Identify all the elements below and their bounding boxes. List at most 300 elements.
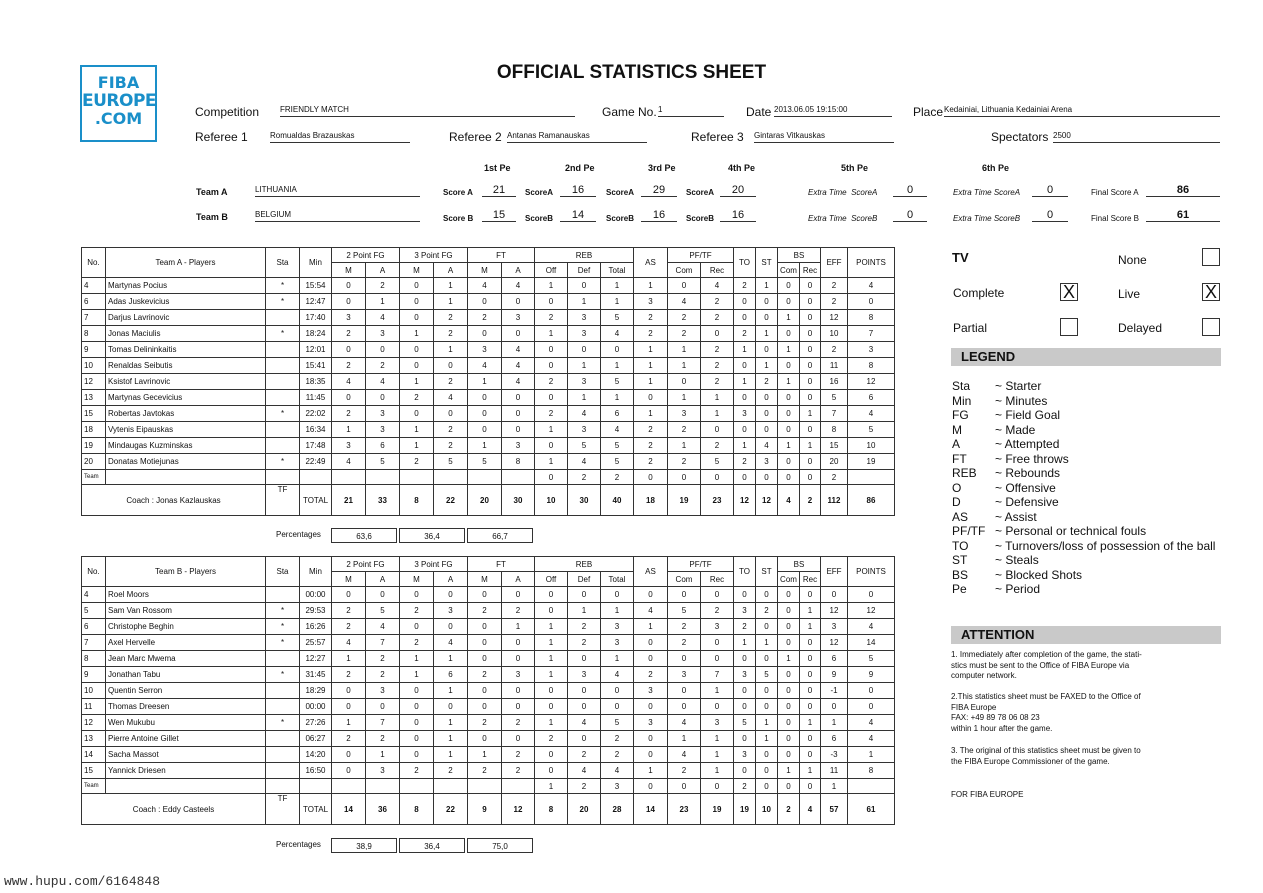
legend-desc: ~ Turnovers/loss of possession of the ball xyxy=(995,538,1216,553)
stat-cell: * xyxy=(266,406,300,422)
stat-cell: 2 xyxy=(701,374,734,390)
stat-cell: 4 xyxy=(848,278,895,294)
stat-cell: 1 xyxy=(800,715,821,731)
stat-cell: 0 xyxy=(756,651,778,667)
legend-key: D xyxy=(952,495,961,509)
stat-cell: 0 xyxy=(756,390,778,406)
player-row xyxy=(82,619,895,635)
team-stat-cell: 2 xyxy=(568,470,601,485)
stat-cell: 0 xyxy=(468,619,502,635)
subcol-3pt-att: A xyxy=(434,572,468,587)
team-row xyxy=(82,779,895,794)
player-row xyxy=(82,603,895,619)
stat-cell: 0 xyxy=(332,294,366,310)
tv-partial-checkbox[interactable] xyxy=(1060,318,1078,336)
stat-cell: 0 xyxy=(568,651,601,667)
final-score-b: 61 xyxy=(1146,209,1220,222)
spectators-value: 2500 xyxy=(1053,130,1220,143)
stat-cell: 20 xyxy=(821,454,848,470)
stat-cell: 0 xyxy=(400,294,434,310)
stat-cell: 8 xyxy=(502,454,535,470)
col-to: TO xyxy=(734,557,756,587)
stat-cell xyxy=(266,310,300,326)
stat-cell: 3 xyxy=(734,406,756,422)
stat-cell: 1 xyxy=(734,635,756,651)
stat-cell: 0 xyxy=(332,699,366,715)
stat-cell: 1 xyxy=(701,763,734,779)
stat-cell: 2 xyxy=(821,278,848,294)
stat-cell: 1 xyxy=(535,278,568,294)
stat-cell: 2 xyxy=(668,635,701,651)
stat-cell: 2 xyxy=(468,667,502,683)
stat-cell: 1 xyxy=(778,763,800,779)
stat-cell xyxy=(266,763,300,779)
legend-key: A xyxy=(952,437,961,451)
total-cell: 12 xyxy=(756,485,778,516)
total-cell: 61 xyxy=(848,794,895,825)
attention-line: 1. Immediately after completion of the game, the stati- xyxy=(951,650,1142,659)
team-stat-cell xyxy=(106,779,266,794)
stat-cell: 1 xyxy=(332,715,366,731)
total-cell: 10 xyxy=(756,794,778,825)
col-no: No. xyxy=(82,248,106,278)
attention-paragraph-1 xyxy=(951,650,1191,682)
stat-cell: 12 xyxy=(82,715,106,731)
stat-cell: 1 xyxy=(634,358,668,374)
legend-desc: ~ Personal or technical fouls xyxy=(995,524,1147,538)
extra-time-label: Extra Time xyxy=(953,188,992,197)
stat-cell: 0 xyxy=(800,326,821,342)
legend-key: Min xyxy=(952,393,972,408)
col-no: No. xyxy=(82,557,106,587)
stat-cell: 1 xyxy=(778,310,800,326)
stat-cell: 0 xyxy=(434,406,468,422)
stat-cell: 3 xyxy=(568,422,601,438)
player-name: Pierre Antoine Gillet xyxy=(106,731,266,747)
player-row xyxy=(82,294,895,310)
stat-cell: 2 xyxy=(701,310,734,326)
total-cell: 20 xyxy=(568,794,601,825)
total-cell: 9 xyxy=(468,794,502,825)
stat-cell: * xyxy=(266,454,300,470)
subcol-pf-rec: Rec xyxy=(701,263,734,278)
stat-cell: 1 xyxy=(778,342,800,358)
legend-item xyxy=(952,582,1215,597)
stat-cell: 5 xyxy=(848,651,895,667)
legend-key: BS xyxy=(952,567,969,582)
team-stat-cell: 0 xyxy=(800,470,821,485)
stat-cell: 2 xyxy=(332,406,366,422)
stat-cell: 1 xyxy=(800,763,821,779)
stat-cell: 0 xyxy=(756,342,778,358)
stat-cell: 0 xyxy=(734,358,756,374)
stat-cell: 0 xyxy=(568,699,601,715)
logo-line-3: .COM xyxy=(94,109,143,128)
stat-cell: 2 xyxy=(400,390,434,406)
stat-cell: 11 xyxy=(821,763,848,779)
final-score-a: 86 xyxy=(1146,184,1220,197)
stat-cell: 0 xyxy=(800,667,821,683)
stat-cell: 0 xyxy=(568,278,601,294)
watermark: www.hupu.com/6164848 xyxy=(4,874,161,889)
stat-cell: 2 xyxy=(601,731,634,747)
stat-cell: 0 xyxy=(734,422,756,438)
stat-cell: 0 xyxy=(366,390,400,406)
team-stat-cell xyxy=(502,779,535,794)
scorea-label: ScoreA xyxy=(993,188,1021,197)
stat-cell: 0 xyxy=(756,747,778,763)
stat-cell: 3 xyxy=(734,747,756,763)
stat-cell: 2 xyxy=(434,326,468,342)
stat-cell: 1 xyxy=(332,651,366,667)
stat-cell: 5 xyxy=(434,454,468,470)
stat-cell: 4 xyxy=(848,715,895,731)
stat-cell: 12:27 xyxy=(300,651,332,667)
stat-cell xyxy=(266,747,300,763)
player-name: Jonas Maciulis xyxy=(106,326,266,342)
subcol-ft-made: M xyxy=(468,572,502,587)
stat-cell: 1 xyxy=(668,342,701,358)
stat-cell: 11 xyxy=(821,358,848,374)
player-name: Tomas Delininkaitis xyxy=(106,342,266,358)
stat-cell: 4 xyxy=(502,358,535,374)
score-b-label-3: ScoreB xyxy=(606,214,635,223)
stat-cell: 8 xyxy=(82,651,106,667)
team-stat-cell xyxy=(434,470,468,485)
tv-complete-checkbox[interactable]: X xyxy=(1060,283,1078,301)
legend-desc: ~ Minutes xyxy=(995,393,1048,408)
extra-time-a-5-label xyxy=(808,188,877,197)
stat-cell: 2 xyxy=(734,326,756,342)
stat-cell: 10 xyxy=(821,326,848,342)
player-name: Jonathan Tabu xyxy=(106,667,266,683)
stat-cell: 4 xyxy=(502,342,535,358)
stat-cell: 1 xyxy=(800,619,821,635)
tv-live-checkbox[interactable]: X xyxy=(1202,283,1220,301)
stat-cell: 2 xyxy=(701,358,734,374)
stat-cell: 3 xyxy=(568,374,601,390)
stat-cell: 1 xyxy=(634,763,668,779)
total-cell: 10 xyxy=(535,485,568,516)
stat-cell: 7 xyxy=(366,635,400,651)
stat-cell: 5 xyxy=(756,667,778,683)
total-cell: 40 xyxy=(601,485,634,516)
place-value: Kedainiai, Lithuania Kedainiai Arena xyxy=(944,104,1220,117)
player-row xyxy=(82,731,895,747)
stat-cell: 4 xyxy=(366,374,400,390)
stat-cell: 4 xyxy=(848,406,895,422)
score-a-label-3: ScoreA xyxy=(606,188,635,197)
extra-time-label: Extra Time xyxy=(953,214,992,223)
legend-item xyxy=(952,568,1215,583)
total-cell: 86 xyxy=(848,485,895,516)
team-stat-cell xyxy=(366,779,400,794)
stat-cell: 4 xyxy=(668,747,701,763)
total-cell: 36 xyxy=(366,794,400,825)
player-row xyxy=(82,438,895,454)
subcol-ft-att: A xyxy=(502,572,535,587)
stat-cell: 2 xyxy=(468,715,502,731)
col-players: Team A - Players xyxy=(106,248,266,278)
logo-line-2: EUROPE xyxy=(82,91,157,111)
period-4-header: 4th Pe xyxy=(728,163,756,173)
subcol-3pt-made: M xyxy=(400,263,434,278)
stat-cell: 1 xyxy=(568,358,601,374)
total-cell: 8 xyxy=(400,485,434,516)
team-stat-cell: 0 xyxy=(634,779,668,794)
stat-cell: 4 xyxy=(82,278,106,294)
stat-cell: 0 xyxy=(756,310,778,326)
stat-cell: 0 xyxy=(634,731,668,747)
stat-cell: 2 xyxy=(701,294,734,310)
stat-cell: 2 xyxy=(332,667,366,683)
team-stat-cell xyxy=(266,779,300,794)
referee-1-value: Romualdas Brazauskas xyxy=(270,130,410,143)
player-name: Jean Marc Mwema xyxy=(106,651,266,667)
stat-cell: 1 xyxy=(701,747,734,763)
player-name: Christophe Beghin xyxy=(106,619,266,635)
stat-cell: 0 xyxy=(778,587,800,603)
stat-cell: 0 xyxy=(800,651,821,667)
stat-cell: 0 xyxy=(701,635,734,651)
stat-cell: 5 xyxy=(848,422,895,438)
stat-cell: 2 xyxy=(332,619,366,635)
stat-cell: 0 xyxy=(502,422,535,438)
stat-cell: 0 xyxy=(400,342,434,358)
stat-cell: 2 xyxy=(332,326,366,342)
scoreb-label: ScoreB xyxy=(993,214,1021,223)
stat-cell: 0 xyxy=(778,667,800,683)
player-name: Donatas Motiejunas xyxy=(106,454,266,470)
total-cell: 12 xyxy=(734,485,756,516)
stat-cell xyxy=(266,374,300,390)
player-row xyxy=(82,699,895,715)
referee-2-label: Referee 2 xyxy=(449,130,502,144)
stat-cell: 0 xyxy=(778,603,800,619)
stat-cell: 4 xyxy=(332,454,366,470)
stat-cell: 6 xyxy=(821,651,848,667)
stat-cell: 12 xyxy=(821,603,848,619)
stat-cell: 3 xyxy=(366,683,400,699)
score-a-label-4: ScoreA xyxy=(686,188,715,197)
team-stat-cell: 0 xyxy=(701,779,734,794)
stat-cell: 3 xyxy=(332,310,366,326)
legend-desc: ~ Period xyxy=(995,582,1041,596)
stat-cell: 2 xyxy=(634,422,668,438)
player-name: Wen Mukubu xyxy=(106,715,266,731)
player-row xyxy=(82,454,895,470)
stat-cell: 5 xyxy=(366,454,400,470)
col-pftf: PF/TF xyxy=(668,248,734,263)
col-reb: REB xyxy=(535,557,634,572)
stat-cell: 0 xyxy=(535,390,568,406)
stat-cell: * xyxy=(266,603,300,619)
stat-cell: 15:54 xyxy=(300,278,332,294)
player-row xyxy=(82,310,895,326)
tv-none-checkbox[interactable] xyxy=(1202,248,1220,266)
tf-cell: TF xyxy=(266,794,300,825)
player-name: Robertas Javtokas xyxy=(106,406,266,422)
percentages-label: Percentages xyxy=(276,840,321,849)
stat-cell: 1 xyxy=(756,731,778,747)
stat-cell: 0 xyxy=(535,358,568,374)
team-stat-cell: 0 xyxy=(778,779,800,794)
stat-cell: 1 xyxy=(668,358,701,374)
stat-cell: * xyxy=(266,619,300,635)
player-row xyxy=(82,667,895,683)
team-stat-cell xyxy=(332,779,366,794)
stat-cell: 0 xyxy=(821,587,848,603)
col-2pt-fg: 2 Point FG xyxy=(332,557,400,572)
stat-cell: 2 xyxy=(668,326,701,342)
stat-cell: 0 xyxy=(502,294,535,310)
percentages-label: Percentages xyxy=(276,530,321,539)
stat-cell: 17:40 xyxy=(300,310,332,326)
stat-cell: 11 xyxy=(82,699,106,715)
stat-cell: 0 xyxy=(734,587,756,603)
subcol-2pt-att: A xyxy=(366,263,400,278)
tv-complete-label: Complete xyxy=(953,286,1005,300)
col-ft: FT xyxy=(468,557,535,572)
stat-cell: 2 xyxy=(332,731,366,747)
stat-cell: 1 xyxy=(434,715,468,731)
stat-cell: 0 xyxy=(502,587,535,603)
stat-cell: 3 xyxy=(634,683,668,699)
stat-cell: 2 xyxy=(468,603,502,619)
stat-cell: 3 xyxy=(634,715,668,731)
stat-cell: 2 xyxy=(821,294,848,310)
player-name: Thomas Dreesen xyxy=(106,699,266,715)
team-stat-cell xyxy=(468,779,502,794)
stat-cell: 6 xyxy=(821,731,848,747)
stat-cell: 1 xyxy=(400,651,434,667)
stat-cell: 0 xyxy=(778,683,800,699)
stat-cell xyxy=(266,651,300,667)
stat-cell: 1 xyxy=(701,390,734,406)
stat-cell: 9 xyxy=(82,342,106,358)
col-2pt-fg: 2 Point FG xyxy=(332,248,400,263)
stat-cell: 4 xyxy=(502,278,535,294)
stat-cell: 3 xyxy=(366,326,400,342)
player-row xyxy=(82,374,895,390)
stat-cell: 2 xyxy=(734,619,756,635)
totals-row xyxy=(82,485,895,516)
stat-cell: 1 xyxy=(400,438,434,454)
stat-cell: 1 xyxy=(800,406,821,422)
stat-cell: 12 xyxy=(848,603,895,619)
stat-cell: 4 xyxy=(568,763,601,779)
stat-cell: 5 xyxy=(701,454,734,470)
total-cell: 57 xyxy=(821,794,848,825)
stat-cell: 22:02 xyxy=(300,406,332,422)
player-row xyxy=(82,651,895,667)
stat-cell: 4 xyxy=(568,454,601,470)
player-name: Roel Moors xyxy=(106,587,266,603)
pct-ft: 66,7 xyxy=(467,528,533,543)
stat-cell: 11:45 xyxy=(300,390,332,406)
stat-cell: 12:01 xyxy=(300,342,332,358)
stat-cell xyxy=(266,438,300,454)
score-b-ot6: 0 xyxy=(1032,209,1068,222)
total-label: TOTAL xyxy=(300,794,332,825)
total-cell: 2 xyxy=(778,794,800,825)
player-row xyxy=(82,326,895,342)
stat-cell: 0 xyxy=(734,310,756,326)
stat-cell: 0 xyxy=(502,406,535,422)
stat-cell: 1 xyxy=(535,619,568,635)
stat-cell: 0 xyxy=(778,731,800,747)
team-b-label: Team B xyxy=(196,212,228,222)
legend-desc: ~ Made xyxy=(995,422,1036,437)
stat-cell: 2 xyxy=(756,374,778,390)
team-stat-cell xyxy=(502,470,535,485)
stat-cell: 7 xyxy=(366,715,400,731)
stat-cell: 0 xyxy=(701,651,734,667)
total-cell: 33 xyxy=(366,485,400,516)
team-stat-cell: 2 xyxy=(601,470,634,485)
stat-cell: 0 xyxy=(668,587,701,603)
stat-cell: 0 xyxy=(800,374,821,390)
stat-cell: 0 xyxy=(568,731,601,747)
tv-live-label: Live xyxy=(1118,287,1141,301)
stat-cell: 4 xyxy=(601,422,634,438)
stat-cell: 0 xyxy=(468,731,502,747)
stat-cell: 2 xyxy=(332,358,366,374)
stat-cell: 0 xyxy=(634,587,668,603)
stat-cell: 5 xyxy=(568,438,601,454)
stat-cell: 5 xyxy=(601,438,634,454)
stat-cell: 2 xyxy=(502,603,535,619)
stat-cell: 3 xyxy=(366,422,400,438)
stat-cell: 06:27 xyxy=(300,731,332,747)
stat-cell: 3 xyxy=(668,406,701,422)
stat-cell: 1 xyxy=(756,715,778,731)
for-fiba-europe: FOR FIBA EUROPE xyxy=(951,790,1024,799)
stat-cell: 2 xyxy=(668,310,701,326)
tv-title: TV xyxy=(952,250,969,265)
stat-cell: 4 xyxy=(668,294,701,310)
coach-label: Coach : xyxy=(126,495,154,505)
stat-cell: 0 xyxy=(848,294,895,310)
tv-delayed-checkbox[interactable] xyxy=(1202,318,1220,336)
stat-cell: 2 xyxy=(434,438,468,454)
stat-cell: 0 xyxy=(778,635,800,651)
stat-cell: 1 xyxy=(434,651,468,667)
stat-cell: 0 xyxy=(634,651,668,667)
player-row xyxy=(82,763,895,779)
stat-cell: 13 xyxy=(82,390,106,406)
stat-cell: 0 xyxy=(400,715,434,731)
stat-cell: 2 xyxy=(434,422,468,438)
stat-cell: 1 xyxy=(756,358,778,374)
stat-cell: 0 xyxy=(634,390,668,406)
stat-cell: 18 xyxy=(82,422,106,438)
stat-cell: 0 xyxy=(468,422,502,438)
stat-cell: 1 xyxy=(634,374,668,390)
coach-cell xyxy=(82,794,266,825)
stat-cell: 2 xyxy=(535,374,568,390)
stat-cell: 0 xyxy=(756,763,778,779)
stat-cell: 17:48 xyxy=(300,438,332,454)
stat-cell: 3 xyxy=(634,294,668,310)
player-name: Martynas Pocius xyxy=(106,278,266,294)
stat-cell: 12 xyxy=(848,374,895,390)
stat-cell: 0 xyxy=(400,310,434,326)
stat-cell: 0 xyxy=(468,587,502,603)
stat-cell: * xyxy=(266,715,300,731)
legend-item xyxy=(952,495,1215,510)
stat-cell: 00:00 xyxy=(300,699,332,715)
